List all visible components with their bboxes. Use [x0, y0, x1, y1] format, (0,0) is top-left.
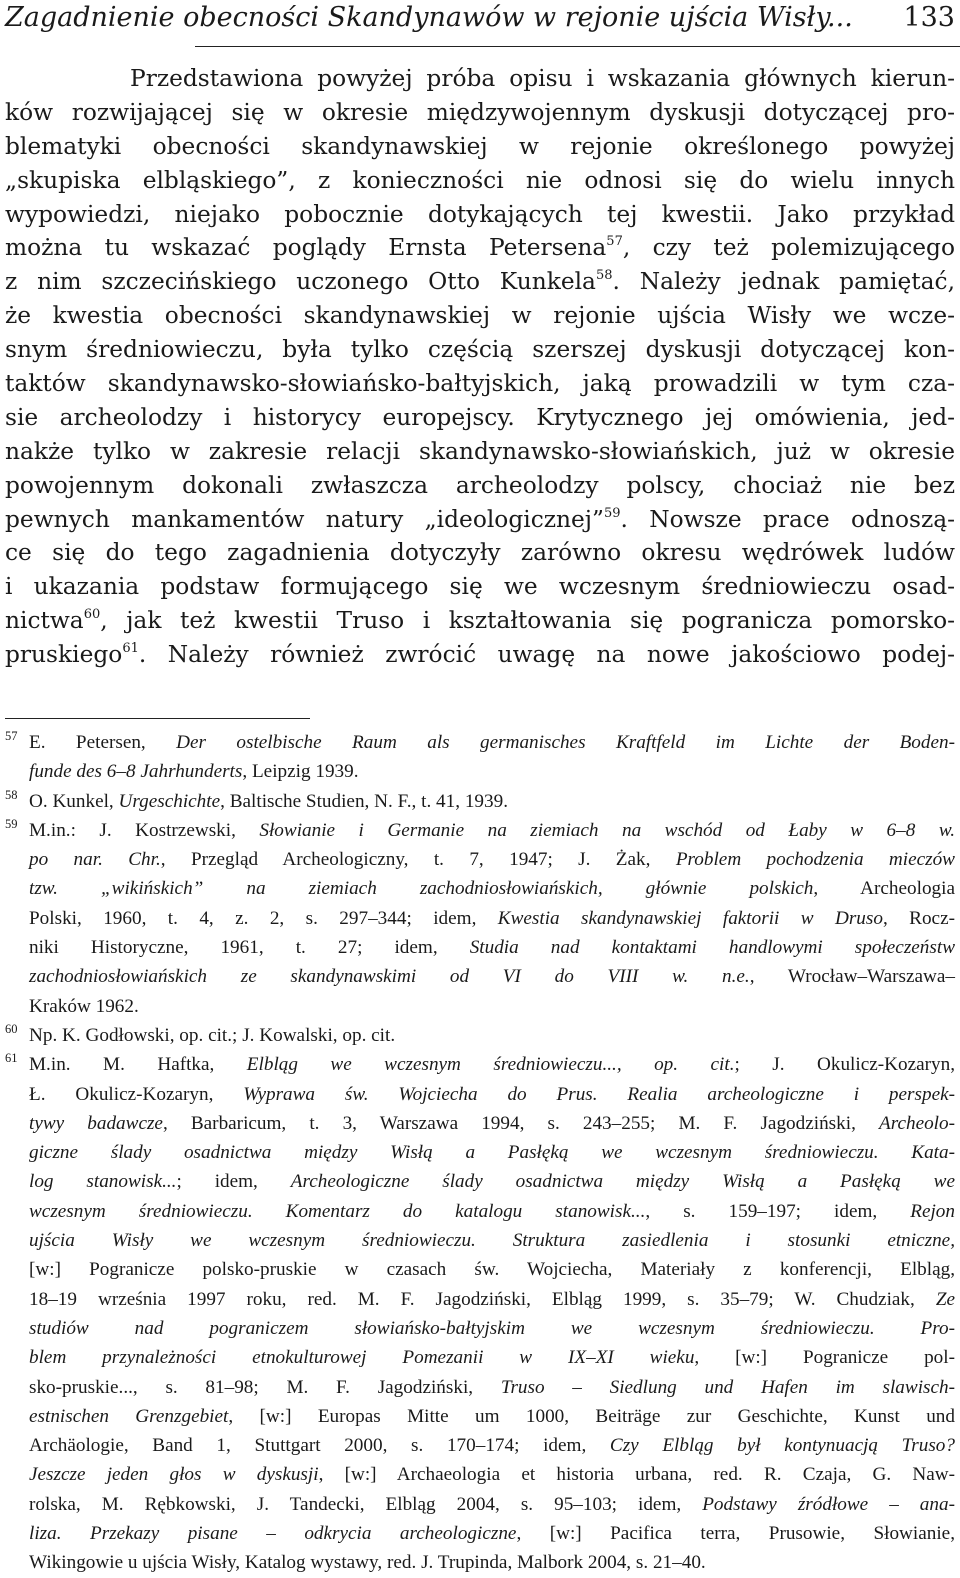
footnote-line: Polski, 1960, t. 4, z. 2, s. 297–344; idem, Kwestia skandynawskiej faktorii w Druso, Rocz-	[29, 907, 955, 929]
footnotes	[5, 728, 955, 1578]
footnote-line: giczne ślady osadnictwa między Wisłą a Pasłęką we wczesnym średniowieczu. Kata-	[29, 1142, 955, 1164]
footnote-58	[5, 787, 955, 816]
body-line: pewnych mankamentów natury „ideologicznej”$^{59}$. Nowsze prace odnoszą-	[5, 505, 955, 533]
footnote-line: M.in. M. Haftka, Elbląg we wczesnym średniowieczu..., op. cit.; J. Okulicz-Kozaryn,	[29, 1054, 955, 1076]
running-head-title: Zagadnienie obecności Skandynawów w rejonie ujścia Wisły...	[5, 2, 853, 33]
body-line: z nim szczecińskiego uczonego Otto Kunkela$^{58}$. Należy jednak pamiętać,	[5, 268, 955, 296]
header-rule	[195, 46, 960, 47]
footnote-line: E. Petersen, Der ostelbische Raum als germanisches Kraftfeld im Lichte der Boden-	[29, 732, 955, 753]
footnote-ref: 59	[603, 505, 621, 521]
footnote-line: Ł. Okulicz-Kozaryn, Wyprawa św. Wojciecha do Prus. Realia archeologiczne i perspek-	[29, 1083, 955, 1105]
body-line: blematyki obecności skandynawskiej w rejonie określonego powyżej	[5, 132, 955, 160]
footnote-ref: 60	[83, 607, 101, 623]
body-line: można tu wskazać poglądy Ernsta Petersena$^{57}$, czy też polemizującego	[5, 234, 955, 262]
footnote-number: 57	[5, 729, 18, 743]
main-paragraph	[5, 62, 955, 672]
body-line: powojennym dokonali zwłaszcza archeolodzy polscy, chociaż nie bez	[5, 471, 955, 499]
body-line: sie archeolodzy i historycy europejscy. Krytycznego jej omówienia, jed-	[5, 403, 955, 431]
footnote-number: 61	[5, 1051, 18, 1066]
footnote-line: estnischen Grenzgebiet, [w:] Europas Mitte um 1000, Beiträge zur Geschichte, Kunst und	[29, 1405, 955, 1427]
footnote-line: studiów nad pograniczem słowiańsko-bałtyjskim we wczesnym średniowieczu. Pro-	[29, 1317, 955, 1339]
footnote-line: wczesnym średniowieczu. Komentarz do katalogu stanowisk..., s. 159–197; idem, Rejon	[29, 1200, 955, 1222]
body-line: Przedstawiona powyżej próba opisu i wskazania głównych kierun-	[5, 65, 955, 92]
body-line: ce się do tego zagadnienia dotyczyły zarówno okresu wędrówek ludów	[5, 539, 955, 567]
footnote-number: 58	[5, 787, 18, 802]
footnote-60	[5, 1021, 955, 1050]
body-line: i ukazania podstaw formującego się we wczesnym średniowieczu osad-	[5, 573, 955, 601]
footnote-line: [w:] Pogranicze polsko-pruskie w czasach św. Wojciecha, Materiały z konferencji, Elbląg,	[29, 1259, 955, 1281]
footnote-57	[5, 728, 955, 787]
footnote-line: liza. Przekazy pisane – odkrycia archeologiczne, [w:] Pacifica terra, Prusowie, Słowianie,	[29, 1523, 955, 1545]
footnote-ref: 61	[122, 641, 139, 657]
footnote-line: O. Kunkel, Urgeschichte, Baltische Studien, N. F., t. 41, 1939.	[29, 790, 508, 812]
footnote-ref: 57	[606, 234, 623, 250]
footnote-ref: 58	[595, 268, 613, 284]
body-line: nictwa$^{60}$, jak też kwestii Truso i kształtowania się pogranicza pomorsko-	[5, 607, 955, 635]
body-line: pruskiego$^{61}$. Należy również zwrócić uwagę na nowe jakościowo podej-	[5, 641, 955, 669]
footnote-line: funde des 6–8 Jahrhunderts, Leipzig 1939.	[29, 761, 359, 783]
body-line: że kwestia obecności skandynawskiej w rejonie ujścia Wisły we wcze-	[5, 302, 955, 330]
footnote-line: sko-pruskie..., s. 81–98; M. F. Jagodziński, Truso – Siedlung und Hafen im slawisch-	[29, 1376, 956, 1398]
footnote-line: Kraków 1962.	[29, 995, 139, 1017]
body-line: nakże tylko w zakresie relacji skandynawsko-słowiańskich, już w okresie	[5, 437, 955, 465]
footnote-line: ujścia Wisły we wczesnym średniowieczu. Struktura zasiedlenia i stosunki etniczne,	[29, 1230, 955, 1252]
body-line: wypowiedzi, niejako pobocznie dotykających tej kwestii. Jako przykład	[5, 200, 955, 228]
footnote-59	[5, 816, 955, 1021]
body-line: „skupiska elbląskiego”, z konieczności nie odnosi się do wielu innych	[5, 166, 955, 194]
page-number: 133	[903, 2, 955, 33]
footnote-line: zachodniosłowiańskich ze skandynawskimi od VI do VIII w. n.e., Wrocław–Warszawa–	[29, 966, 955, 988]
body-line: snym średniowieczu, była tylko częścią szerszej dyskusji dotyczącej kon-	[5, 336, 955, 364]
footnote-line: tywy badawcze, Barbaricum, t. 3, Warszawa 1994, s. 243–255; M. F. Jagodziński, Archeolo-	[29, 1112, 955, 1134]
body-line: ków rozwijającej się w okresie międzywojennym dyskusji dotyczącej pro-	[5, 98, 955, 126]
footnote-line: Wikingowie u ujścia Wisły, Katalog wystawy, red. J. Trupinda, Malbork 2004, s. 21–40.	[29, 1552, 706, 1574]
footnote-line: blem przynależności etnokulturowej Pomezanii w IX–XI wieku, [w:] Pogranicze pol-	[29, 1347, 955, 1369]
footnote-separator	[5, 718, 310, 719]
footnote-number: 59	[5, 816, 18, 831]
footnote-line: rolska, M. Rębkowski, J. Tandecki, Elbląg 2004, s. 95–103; idem, Podstawy źródłowe – ana-	[29, 1493, 955, 1515]
footnote-line: log stanowisk...; idem, Archeologiczne ślady osadnictwa między Wisłą a Pasłęką we	[29, 1171, 955, 1193]
running-head	[5, 0, 955, 40]
body-line: taktów skandynawsko-słowiańsko-bałtyjskich, jaką prowadzili w tym cza-	[5, 370, 955, 398]
footnote-line: po nar. Chr., Przegląd Archeologiczny, t. 7, 1947; J. Żak, Problem pochodzenia mieczów	[29, 849, 955, 871]
footnote-61	[5, 1050, 955, 1577]
footnote-line: tzw. „wikińskich” na ziemiach zachodniosłowiańskich, głównie polskich, Archeologia	[29, 878, 955, 900]
footnote-line: niki Historyczne, 1961, t. 27; idem, Studia nad kontaktami handlowymi społeczeństw	[29, 937, 955, 959]
footnote-line: M.in.: J. Kostrzewski, Słowianie i Germanie na ziemiach na wschód od Łaby w 6–8 w.	[29, 819, 955, 841]
footnote-line: Jeszcze jeden głos w dyskusji, [w:] Archaeologia et historia urbana, red. R. Czaja, G. Naw-	[29, 1464, 955, 1486]
footnote-line: 18–19 września 1997 roku, red. M. F. Jagodziński, Elbląg 1999, s. 35–79; W. Chudziak, Ze	[29, 1288, 955, 1310]
footnote-number: 60	[5, 1021, 18, 1036]
footnote-line: Archäologie, Band 1, Stuttgart 2000, s. 170–174; idem, Czy Elbląg był kontynuacją Truso?	[29, 1435, 955, 1457]
footnote-line: Np. K. Godłowski, op. cit.; J. Kowalski, op. cit.	[29, 1024, 396, 1046]
